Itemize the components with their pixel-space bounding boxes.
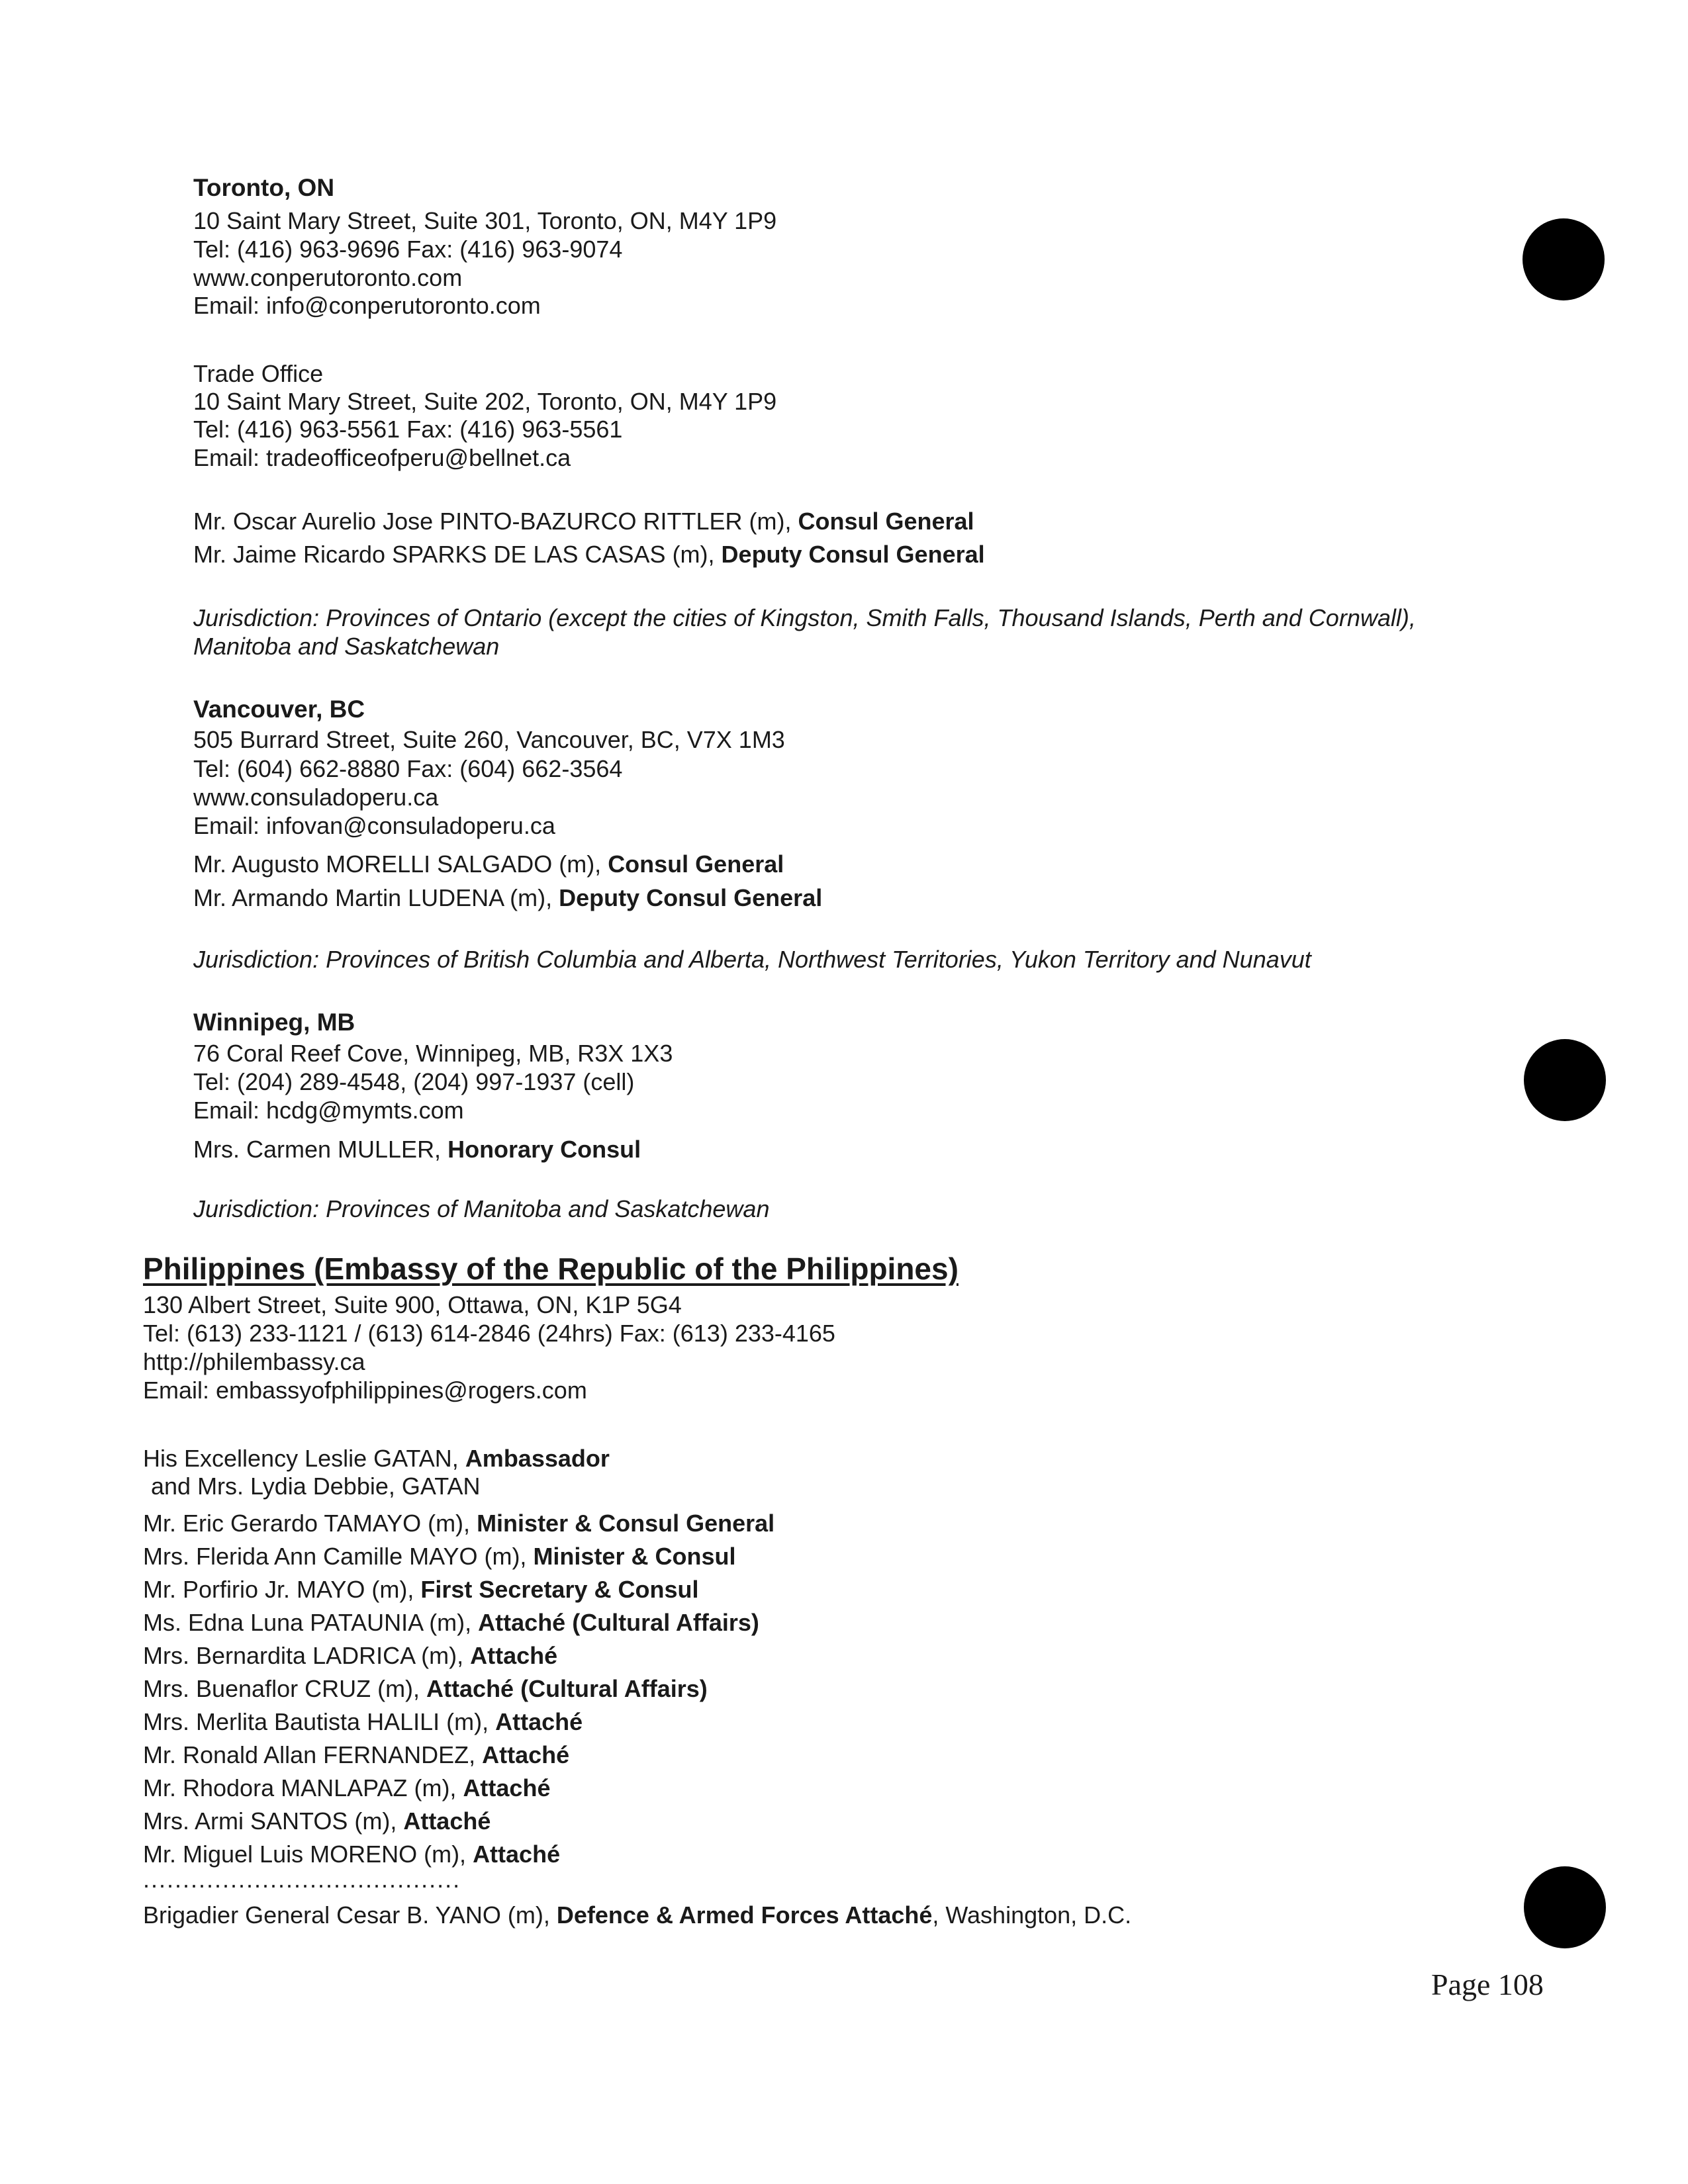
philippines-address: 130 Albert Street, Suite 900, Ottawa, ON, K1P 5G4 bbox=[143, 1291, 682, 1318]
vancouver-address: 505 Burrard Street, Suite 260, Vancouver, BC, V7X 1M3 bbox=[193, 726, 785, 753]
staff-title: First Secretary & Consul bbox=[420, 1576, 699, 1603]
staff-title: Honorary Consul bbox=[447, 1136, 641, 1163]
staff-entry bbox=[143, 1641, 557, 1670]
punch-hole-bottom bbox=[1524, 1866, 1606, 1948]
staff-name: Mr. Jaime Ricardo SPARKS DE LAS CASAS (m), bbox=[193, 541, 722, 568]
staff-name: Mrs. Carmen MULLER, bbox=[193, 1136, 448, 1163]
staff-name: Mr. Eric Gerardo TAMAYO (m), bbox=[143, 1510, 477, 1537]
staff-name: Mr. Miguel Luis MORENO (m), bbox=[143, 1841, 473, 1868]
staff-location: , Washington, D.C. bbox=[932, 1901, 1132, 1929]
staff-name: Mr. Ronald Allan FERNANDEZ, bbox=[143, 1741, 483, 1768]
staff-title: Consul General bbox=[798, 508, 974, 535]
philippines-phone: Tel: (613) 233-1121 / (613) 614-2846 (24hrs) Fax: (613) 233-4165 bbox=[143, 1320, 835, 1347]
staff-entry bbox=[143, 1575, 698, 1604]
staff-title: Attaché bbox=[473, 1841, 561, 1868]
defence-attache-entry bbox=[143, 1901, 1131, 1930]
philippines-email: Email: embassyofphilippines@rogers.com bbox=[143, 1377, 587, 1404]
staff-entry bbox=[143, 1608, 759, 1637]
city-heading-toronto: Toronto, ON bbox=[193, 174, 335, 201]
winnipeg-phone: Tel: (204) 289-4548, (204) 997-1937 (cell) bbox=[193, 1068, 635, 1095]
vancouver-email: Email: infovan@consuladoperu.ca bbox=[193, 812, 555, 839]
trade-office-email: Email: tradeofficeofperu@bellnet.ca bbox=[193, 444, 571, 471]
philippines-website: http://philembassy.ca bbox=[143, 1348, 365, 1375]
winnipeg-jurisdiction: Jurisdiction: Provinces of Manitoba and Saskatchewan bbox=[193, 1195, 770, 1222]
staff-title: Attaché bbox=[495, 1708, 583, 1735]
staff-name: Mrs. Merlita Bautista HALILI (m), bbox=[143, 1708, 496, 1735]
staff-name: Brigadier General Cesar B. YANO (m), bbox=[143, 1901, 557, 1929]
staff-title: Minister & Consul General bbox=[477, 1510, 775, 1537]
staff-name: Mr. Porfirio Jr. MAYO (m), bbox=[143, 1576, 421, 1603]
staff-title: Attaché bbox=[482, 1741, 570, 1768]
staff-title: Consul General bbox=[608, 850, 784, 878]
toronto-phone: Tel: (416) 963-9696 Fax: (416) 963-9074 bbox=[193, 236, 623, 263]
staff-title: Deputy Consul General bbox=[721, 541, 985, 568]
city-heading-winnipeg: Winnipeg, MB bbox=[193, 1009, 355, 1036]
page-number: Page 108 bbox=[1431, 1968, 1544, 2001]
staff-title: Attaché bbox=[403, 1807, 491, 1835]
staff-entry bbox=[193, 1135, 641, 1164]
staff-entry bbox=[143, 1741, 569, 1770]
staff-name: Mrs. Bernardita LADRICA (m), bbox=[143, 1642, 471, 1669]
toronto-address: 10 Saint Mary Street, Suite 301, Toronto, ON, M4Y 1P9 bbox=[193, 207, 777, 234]
staff-entry bbox=[143, 1674, 708, 1704]
city-heading-vancouver: Vancouver, BC bbox=[193, 696, 365, 723]
staff-name: His Excellency Leslie GATAN, bbox=[143, 1445, 465, 1472]
toronto-website: www.conperutoronto.com bbox=[193, 264, 463, 291]
staff-entry bbox=[143, 1774, 550, 1803]
vancouver-phone: Tel: (604) 662-8880 Fax: (604) 662-3564 bbox=[193, 755, 623, 782]
staff-name: Mr. Oscar Aurelio Jose PINTO-BAZURCO RITTLER (m), bbox=[193, 508, 798, 535]
staff-title: Minister & Consul bbox=[533, 1543, 736, 1570]
staff-name: Mrs. Buenaflor CRUZ (m), bbox=[143, 1675, 427, 1702]
staff-name: Mr. Armando Martin LUDENA (m), bbox=[193, 884, 559, 911]
staff-entry bbox=[193, 884, 822, 913]
staff-entry bbox=[143, 1707, 583, 1737]
trade-office-address: 10 Saint Mary Street, Suite 202, Toronto, ON, M4Y 1P9 bbox=[193, 388, 777, 415]
staff-entry bbox=[193, 507, 974, 536]
staff-title: Attaché bbox=[463, 1774, 551, 1801]
staff-name: Mr. Augusto MORELLI SALGADO (m), bbox=[193, 850, 608, 878]
staff-entry bbox=[143, 1509, 774, 1538]
punch-hole-middle bbox=[1524, 1039, 1606, 1121]
staff-name: Mrs. Armi SANTOS (m), bbox=[143, 1807, 404, 1835]
staff-title: Ambassador bbox=[465, 1445, 610, 1472]
staff-title: Defence & Armed Forces Attaché bbox=[556, 1901, 933, 1929]
country-heading-philippines: Philippines (Embassy of the Republic of the Philippines) bbox=[143, 1251, 959, 1286]
trade-office-phone: Tel: (416) 963-5561 Fax: (416) 963-5561 bbox=[193, 416, 623, 443]
staff-title: Attaché (Cultural Affairs) bbox=[426, 1675, 708, 1702]
vancouver-website: www.consuladoperu.ca bbox=[193, 784, 439, 811]
toronto-email: Email: info@conperutoronto.com bbox=[193, 292, 541, 319]
staff-title: Attaché (Cultural Affairs) bbox=[478, 1609, 759, 1636]
staff-entry bbox=[193, 540, 985, 569]
staff-title: Deputy Consul General bbox=[559, 884, 823, 911]
vancouver-jurisdiction: Jurisdiction: Provinces of British Columbia and Alberta, Northwest Territories, Yukon Territory and Nunavut bbox=[193, 946, 1311, 973]
staff-entry bbox=[143, 1542, 735, 1571]
toronto-jurisdiction-line-2: Manitoba and Saskatchewan bbox=[193, 633, 500, 660]
staff-title: Attaché bbox=[470, 1642, 558, 1669]
trade-office-title: Trade Office bbox=[193, 360, 324, 387]
staff-name: Mrs. Flerida Ann Camille MAYO (m), bbox=[143, 1543, 534, 1570]
staff-entry bbox=[193, 850, 784, 879]
staff-name: Mr. Rhodora MANLAPAZ (m), bbox=[143, 1774, 463, 1801]
staff-entry bbox=[143, 1807, 491, 1836]
toronto-jurisdiction-line-1: Jurisdiction: Provinces of Ontario (except the cities of Kingston, Smith Falls, Thousand Islands, Perth and Cornwall), bbox=[193, 604, 1416, 631]
ambassador-spouse: and Mrs. Lydia Debbie, GATAN bbox=[151, 1473, 481, 1500]
winnipeg-address: 76 Coral Reef Cove, Winnipeg, MB, R3X 1X3 bbox=[193, 1040, 673, 1067]
dotted-separator: ........................................ bbox=[143, 1866, 461, 1893]
ambassador-entry bbox=[143, 1444, 610, 1473]
staff-name: Ms. Edna Luna PATAUNIA (m), bbox=[143, 1609, 479, 1636]
winnipeg-email: Email: hcdg@mymts.com bbox=[193, 1097, 464, 1124]
punch-hole-top bbox=[1523, 218, 1605, 300]
